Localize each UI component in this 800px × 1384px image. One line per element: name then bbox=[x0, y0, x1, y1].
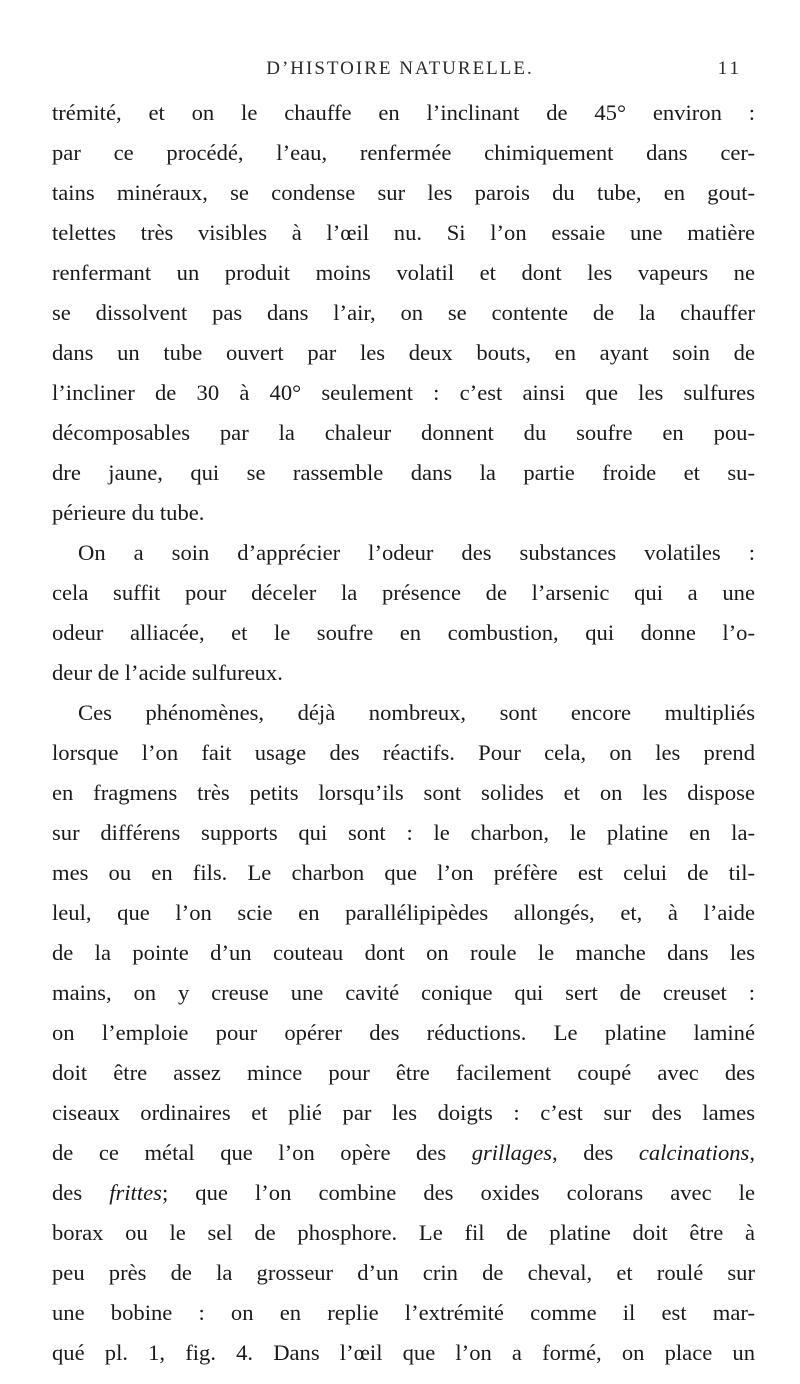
running-head: D’HISTOIRE NATURELLE. bbox=[266, 58, 534, 79]
text-line: dre jaune, qui se rassemble dans la partie froide et su- bbox=[52, 460, 755, 485]
paragraph-end-line: périeure du tube. bbox=[52, 500, 205, 525]
body-text bbox=[52, 93, 755, 1373]
text-line: qué pl. 1, fig. 4. Dans l’œil que l’on a formé, on place un bbox=[52, 1340, 755, 1365]
text-line: mes ou en fils. Le charbon que l’on préfère est celui de til- bbox=[52, 860, 755, 885]
text-line: telettes très visibles à l’œil nu. Si l’on essaie une matière bbox=[52, 220, 755, 245]
text-line: peu près de la grosseur d’un crin de cheval, et roulé sur bbox=[52, 1260, 755, 1285]
text-line: une bobine : on en replie l’extrémité comme il est mar- bbox=[52, 1300, 755, 1325]
text-line: l’incliner de 30 à 40° seulement : c’est ainsi que les sulfures bbox=[52, 380, 755, 405]
text-line-with-italics: de ce métal que l’on opère des grillages, des calcinations, bbox=[52, 1140, 755, 1165]
italic-term: calcinations bbox=[638, 1140, 750, 1165]
paragraph-start-line: On a soin d’apprécier l’odeur des substances volatiles : bbox=[78, 540, 755, 565]
text-line: tains minéraux, se condense sur les parois du tube, en gout- bbox=[52, 180, 755, 205]
text-line: en fragmens très petits lorsqu’ils sont solides et on les dispose bbox=[52, 780, 755, 805]
text-line: renfermant un produit moins volatil et dont les vapeurs ne bbox=[52, 260, 755, 285]
paragraph-end-line: deur de l’acide sulfureux. bbox=[52, 660, 283, 685]
text-line: ciseaux ordinaires et plié par les doigts : c’est sur des lames bbox=[52, 1100, 755, 1125]
text-line: se dissolvent pas dans l’air, on se contente de la chauffer bbox=[52, 300, 755, 325]
text-line-with-italics: des frittes; que l’on combine des oxides colorans avec le bbox=[52, 1180, 755, 1205]
italic-term: frittes bbox=[109, 1180, 162, 1205]
text-line: par ce procédé, l’eau, renfermée chimiquement dans cer- bbox=[52, 140, 755, 165]
text-line: décomposables par la chaleur donnent du soufre en pou- bbox=[52, 420, 755, 445]
text-line: borax ou le sel de phosphore. Le fil de platine doit être à bbox=[52, 1220, 755, 1245]
page-header bbox=[0, 58, 800, 88]
text-line: de la pointe d’un couteau dont on roule le manche dans les bbox=[52, 940, 755, 965]
text-line: leul, que l’on scie en parallélipipèdes allongés, et, à l’aide bbox=[52, 900, 755, 925]
text-line: mains, on y creuse une cavité conique qui sert de creuset : bbox=[52, 980, 755, 1005]
text-line: odeur alliacée, et le soufre en combustion, qui donne l’o- bbox=[52, 620, 755, 645]
italic-term: grillages bbox=[471, 1140, 553, 1165]
text-line: trémité, et on le chauffe en l’inclinant de 45° environ : bbox=[52, 100, 755, 125]
text-line: dans un tube ouvert par les deux bouts, en ayant soin de bbox=[52, 340, 755, 365]
page-number: 11 bbox=[717, 58, 742, 79]
text-line: doit être assez mince pour être facilement coupé avec des bbox=[52, 1060, 755, 1085]
text-line: on l’emploie pour opérer des réductions. Le platine laminé bbox=[52, 1020, 755, 1045]
paragraph-start-line: Ces phénomènes, déjà nombreux, sont encore multipliés bbox=[78, 700, 755, 725]
text-line: cela suffit pour déceler la présence de l’arsenic qui a une bbox=[52, 580, 755, 605]
text-line: sur différens supports qui sont : le charbon, le platine en la- bbox=[52, 820, 755, 845]
text-line: lorsque l’on fait usage des réactifs. Pour cela, on les prend bbox=[52, 740, 755, 765]
